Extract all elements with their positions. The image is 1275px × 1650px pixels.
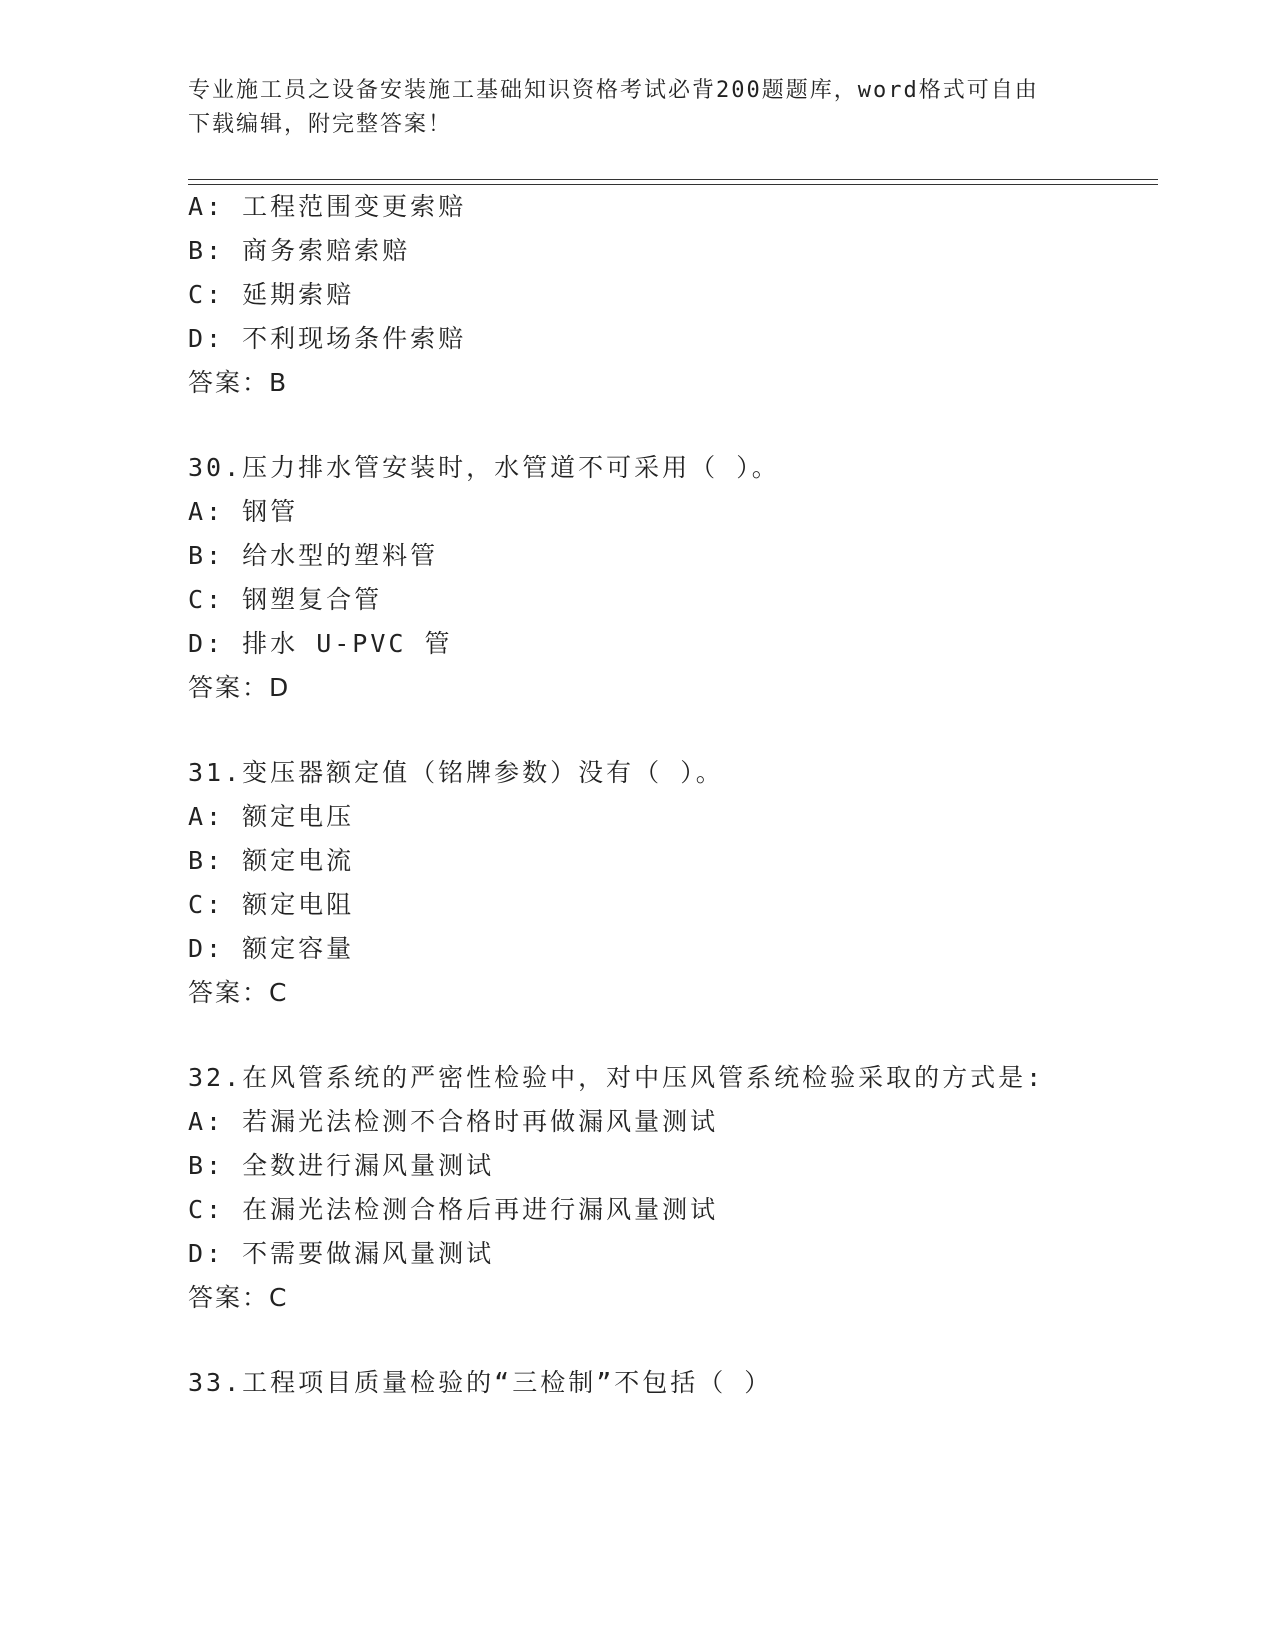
answer: 答案：D (188, 673, 291, 702)
answer: 答案：B (188, 368, 289, 397)
option-c: C: 延期索赔 (188, 280, 355, 309)
question-stem: 30.压力排水管安装时，水管道不可采用（ ）。 (188, 453, 780, 482)
header-divider (188, 179, 1158, 185)
option-b: B: 给水型的塑料管 (188, 541, 439, 570)
question-stem: 33.工程项目质量检验的“三检制”不包括（ ） (188, 1368, 773, 1397)
header-line-2: 下载编辑，附完整答案！ (188, 112, 453, 137)
question-stem: 31.变压器额定值（铭牌参数）没有（ ）。 (188, 758, 724, 787)
answer: 答案：C (188, 978, 289, 1007)
question-stem: 32.在风管系统的严密性检验中，对中压风管系统检验采取的方式是: (188, 1063, 1045, 1092)
option-c: C: 钢塑复合管 (188, 585, 383, 614)
answer: 答案：C (188, 1283, 289, 1312)
option-c: C: 额定电阻 (188, 890, 355, 919)
option-b: B: 额定电流 (188, 846, 355, 875)
document-header (188, 74, 1088, 142)
option-a: A: 工程范围变更索赔 (188, 192, 467, 221)
option-a: A: 若漏光法检测不合格时再做漏风量测试 (188, 1107, 719, 1136)
option-c: C: 在漏光法检测合格后再进行漏风量测试 (188, 1195, 719, 1224)
option-d: D: 排水 U-PVC 管 (188, 629, 453, 658)
option-d: D: 额定容量 (188, 934, 355, 963)
option-b: B: 全数进行漏风量测试 (188, 1151, 495, 1180)
option-d: D: 不利现场条件索赔 (188, 324, 467, 353)
option-b: B: 商务索赔索赔 (188, 236, 411, 265)
option-a: A: 额定电压 (188, 802, 355, 831)
option-d: D: 不需要做漏风量测试 (188, 1239, 495, 1268)
header-line-1: 专业施工员之设备安装施工基础知识资格考试必背200题题库，word格式可自由 (188, 78, 1039, 103)
option-a: A: 钢管 (188, 497, 299, 526)
